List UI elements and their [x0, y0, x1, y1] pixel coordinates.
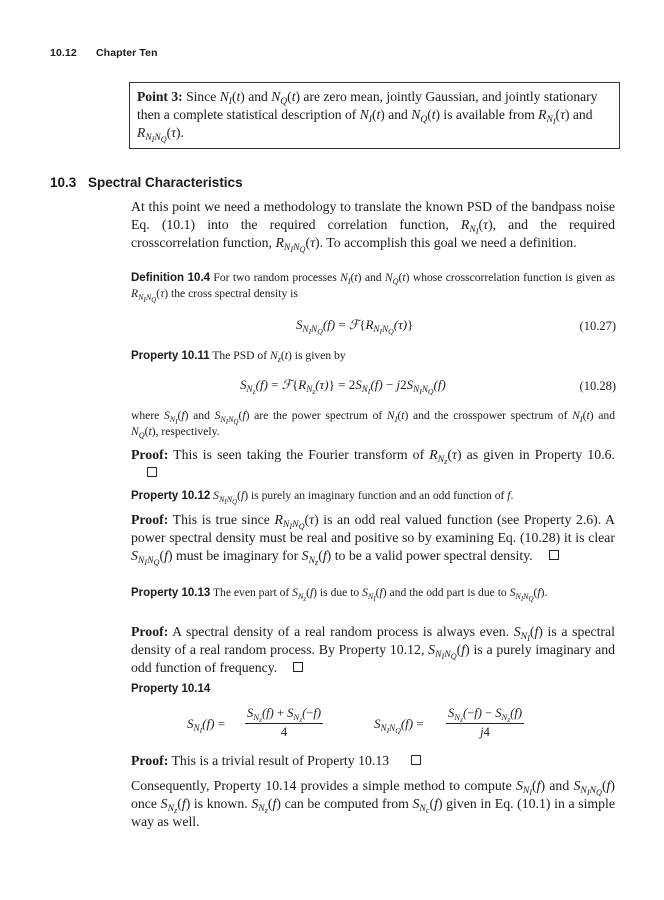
proof-label: Proof: [131, 624, 169, 639]
equation-10-14-left-2: $S_{N_IN_Q}(f)$ = [374, 716, 424, 735]
fraction-1-numerator: $S_{N_z}(f) + S_{N_z}(-f)$ [247, 706, 321, 724]
fraction-2-denominator: j4 [480, 725, 490, 739]
proof-text: This is seen taking the Fourier transform of $R_{N_z}(\tau)$ as given in Property 10.6. [173, 447, 616, 466]
property-10-14 [131, 681, 615, 697]
fraction-1 [245, 706, 323, 740]
proof-text: A spectral density of a real random process is always even. $S_{N_I}(f)$ is a spectral density of a real random process. By Property 10.12, $S_{N_IN_Q}(f)$ is a purely imaginary and odd function of frequency. [131, 624, 615, 675]
property-10-13-text: The even part of $S_{N_z}(f)$ is due to $S_{N_I}(f)$ and the odd part is due to $S_{N_IN_Q}(f)$. [212, 586, 548, 603]
definition-label: Definition 10.4 [131, 272, 211, 284]
property-10-11-text: The PSD of $N_z(t)$ is given by [212, 349, 346, 364]
point-3-box [129, 82, 620, 149]
proof-label: Proof: [131, 512, 169, 527]
property-10-11 [131, 348, 615, 364]
qed-box-icon [411, 755, 421, 765]
property-10-11-label: Property 10.11 [131, 350, 210, 362]
proof-10-12 [131, 511, 615, 565]
fraction-2 [446, 706, 524, 740]
qed-box-icon [147, 467, 157, 477]
running-header [50, 47, 158, 59]
point-3-label: Point 3: [137, 89, 183, 104]
equation-number-10-28: (10.28) [579, 379, 616, 393]
proof-10-11 [131, 446, 615, 482]
qed-box-icon [293, 662, 303, 672]
section-number: 10.3 [50, 175, 77, 190]
fraction-1-denominator: 4 [280, 725, 288, 739]
where-paragraph: where $S_{N_I}(f)$ and $S_{N_IN_Q}(f)$ are the power spectrum of $N_I(t)$ and the crosspower spectrum of $N_I(t)$ and $N_Q(t)$, respectively. [131, 409, 615, 440]
equation-10-27: $S_{N_IN_Q}(f)$ = $ℱ\{R_{N_IN_Q}(\tau)\}$ [296, 317, 414, 336]
qed-box-icon [549, 550, 559, 560]
proof-text: This is a trivial result of Property 10.13 [171, 753, 390, 768]
property-10-13-label: Property 10.13 [131, 587, 211, 599]
equation-10-28: $S_{N_z}(f)$ = $ℱ\{R_{N_z}(\tau)\} = 2S_{N_I}(f) - j2S_{N_IN_Q}(f)$ [240, 377, 446, 396]
chapter-title: Chapter Ten [96, 47, 158, 59]
proof-text: This is true since $R_{N_IN_Q}(\tau)$ is an odd real valued function (see Property 2.6). A power spectral density must be real and positive so by examining Eq. (10.28) it is clear $S_{N_IN_Q}(f)$ must be imaginary for $S_{N_z}(f)$ to be a valid power spectral density. [131, 512, 616, 567]
definition-10-4 [131, 270, 615, 302]
property-10-14-label: Property 10.14 [131, 683, 211, 695]
fraction-2-numerator: $S_{N_z}(-f) - S_{N_z}(f)$ [448, 706, 522, 724]
property-10-12-text: $S_{N_IN_Q}(f)$ is purely an imaginary function and an odd function of f. [213, 489, 514, 506]
intro-paragraph: At this point we need a methodology to translate the known PSD of the bandpass noise Eq. (10.1) into the required correlation function, $R_{N_I}(\tau)$, and the required crosscorrelation function, $R_{N_IN_Q}(\tau)$. To accomplish this goal we need a definition. [131, 199, 615, 254]
property-10-12 [131, 488, 615, 504]
proof-label: Proof: [131, 753, 169, 768]
definition-text: For two random processes $N_I(t)$ and $N_Q(t)$ whose crosscorrelation function is given as $R_{N_IN_Q}(\tau)$ the cross spectral density is [131, 271, 615, 304]
page-number: 10.12 [50, 47, 77, 59]
equation-number-10-27: (10.27) [579, 319, 616, 333]
point-3-text: Since $N_I(t)$ and $N_Q(t)$ are zero mean, jointly Gaussian, and jointly stationary then a complete statistical description of $N_I(t)$ and $N_Q(t)$ is available from $R_{N_I}(\tau)$ and $R_{N_IN_Q}(\tau)$. [137, 89, 598, 144]
section-title: Spectral Characteristics [88, 175, 243, 190]
proof-10-14 [131, 752, 615, 770]
property-10-12-label: Property 10.12 [131, 490, 211, 502]
proof-10-13 [131, 623, 615, 677]
section-heading [50, 175, 243, 190]
conclusion-paragraph: Consequently, Property 10.14 provides a simple method to compute $S_{N_I}(f)$ and $S_{N_IN_Q}(f)$ once $S_{N_z}(f)$ is known. $S_{N_z}(f)$ can be computed from $S_{N_c}(f)$ given in Eq. (10.1) in a simple way as well. [131, 778, 616, 829]
equation-10-14-left-1: $S_{N_I}(f)$ = [187, 716, 226, 735]
proof-label: Proof: [131, 447, 169, 462]
property-10-13 [131, 585, 615, 601]
